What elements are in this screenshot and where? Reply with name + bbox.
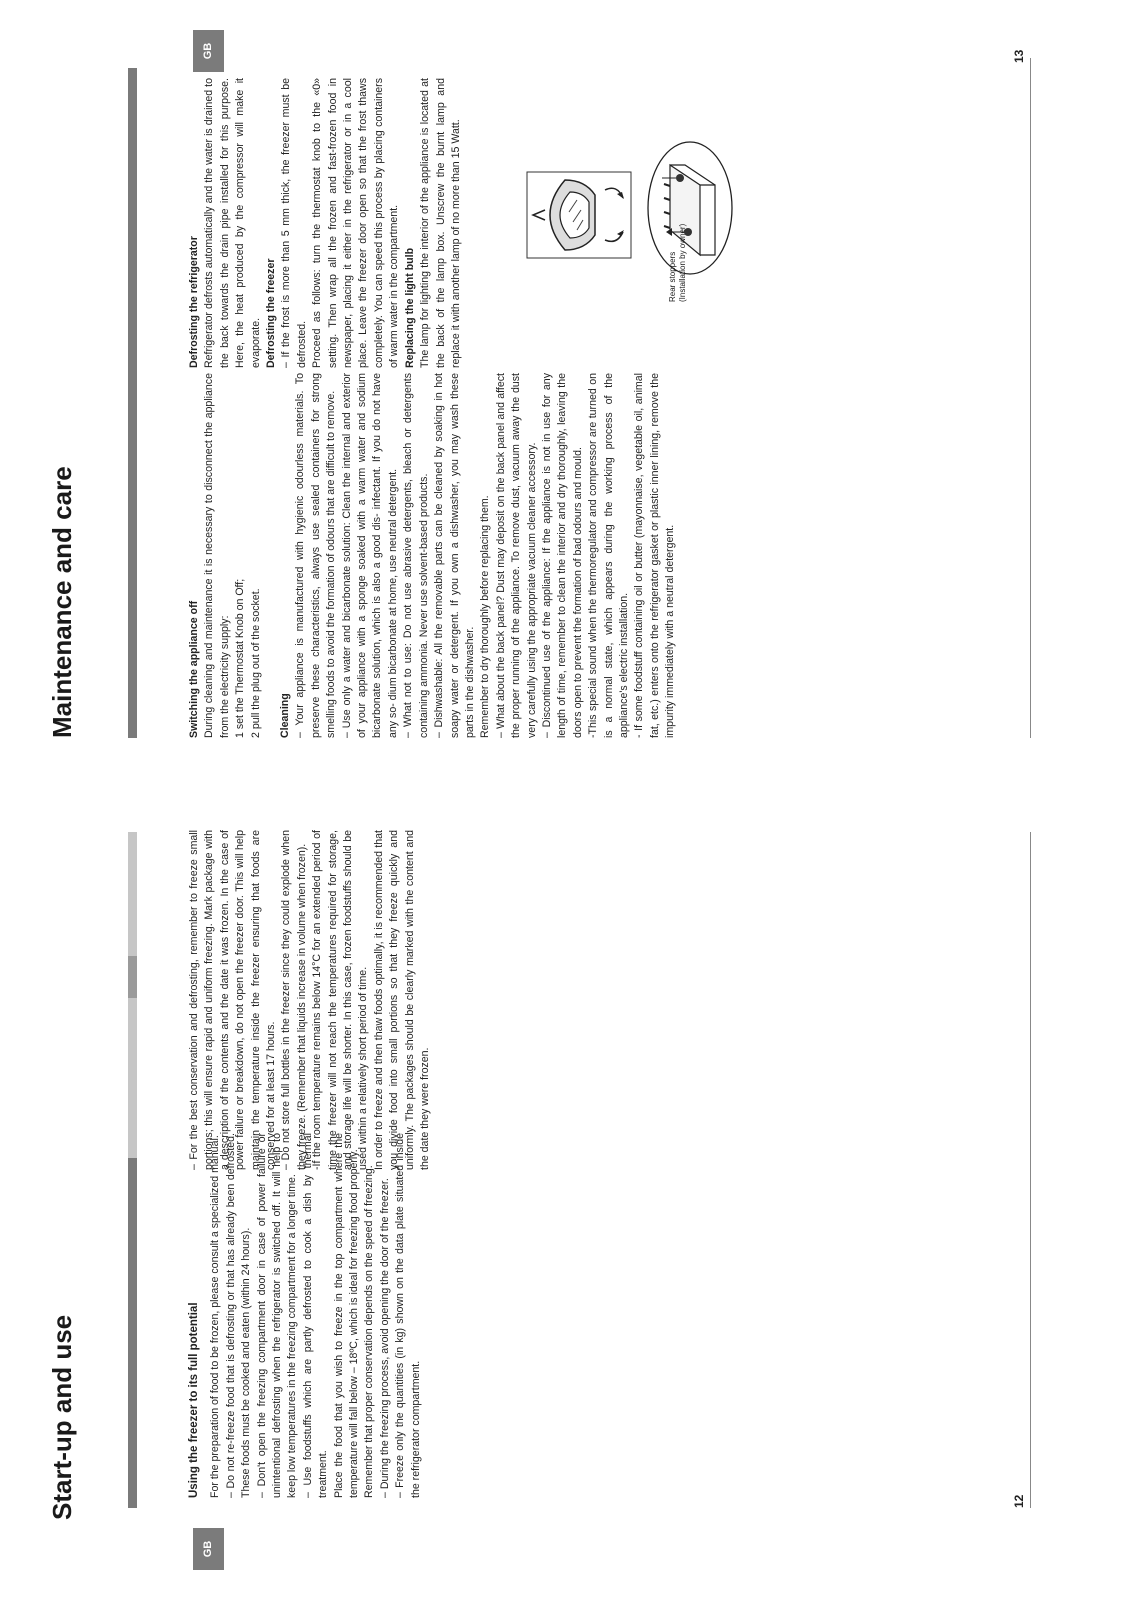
section-heading: Cleaning: [279, 693, 292, 738]
section-heading: Defrosting the freezer: [265, 258, 278, 368]
lang-tab-right: GB: [193, 30, 224, 72]
right-column-2: [187, 78, 464, 368]
paragraph: – Dishwashable: All the removable parts can be cleaned by soaking in hot soapy water or detergent. If you own a dishwasher, you may wash these parts in the dishwasher.: [433, 373, 476, 738]
paragraph: – Do not re-freeze food that is defrosting or that has already been defrosted. These foods must be cooked and eaten (within 24 hours).: [224, 1133, 253, 1498]
paragraph: Proceed as follows: turn the thermostat knob to the «0» setting. Then wrap all the frozen and fast-frozen food in newspaper, placing it either in the refrigerator or in a cool place. Leave the freezer door open so that the frost thaws completely. You can speed this process by placing containers of warm water in the compartment.: [311, 78, 401, 368]
figure-caption: [668, 212, 688, 302]
paragraph: – Use only a water and bicarbonate solution: Clean the internal and exterior of your appliance with a sponge soaked with a warm water and sodium bicarbonate solution, which is also a good dis- infectant. If you do not have any so- dium bicarbonate at home, use neutral detergent.: [340, 373, 399, 738]
left-column-1: [187, 1133, 424, 1498]
paragraph: The lamp for lighting the interior of the appliance is located at the back of the lamp box. Unscrew the burnt lamp and replace it with another lamp of no more than 15 Watt.: [419, 78, 462, 368]
paragraph: – Discontinued use of the appliance: If the appliance is not in use for any length of time, remember to clean the interior and dry thoroughly, leaving the doors open to prevent the formation of bad odours and mould.: [540, 373, 584, 738]
page-title-left: Start-up and use: [47, 1314, 77, 1520]
paragraph: 2 pull the plug out of the socket.: [249, 588, 262, 738]
paragraph: – If the frost is more than 5 mm thick, the freezer must be defrosted.: [280, 78, 308, 368]
paragraph: – During the freezing process, avoid opening the door of the freezer.: [378, 1178, 391, 1498]
paragraph: – Freeze only the quantities (in kg) shown on the data plate situated inside the refrigerator compartment.: [394, 1133, 422, 1498]
paragraph: – Your appliance is manufactured with hygienic odourless materials. To preserve these characteristics, always use sealed containers for strong smelling foods to avoid the formation of odours that are difficult to remove.: [294, 373, 338, 738]
page-number-right: 13: [1012, 49, 1026, 63]
page-number-left: 12: [1012, 1494, 1026, 1508]
paragraph: – Don't open the freezing compartment door in case of power failure or unintentional defrosting when the refrigerator is switched off. It will help to keep low temperatures in the freezing compartment for a longer time.: [255, 1133, 299, 1498]
lamp-cover-removal-illustration: [525, 170, 633, 260]
paragraph: – For the best conservation and defrosting, remember to freeze small portions; this will ensure rapid and uniform freezing. Mark package with a description of the contents and the date it was frozen. In the case of power failure or breakdown, do not open the freezer door. This will help maintain the temperature inside the freezer ensuring that foods are conserved for at least 17 hours.: [188, 830, 278, 1170]
paragraph: -If the room temperature remains below 14°C for an extended period of time the freezer will not reach the temperatures required for storage, and storage life will be shorter. In this case, frozen foodstuffs should be used within a relatively short period of time.: [311, 830, 370, 1170]
right-column-1: [187, 373, 679, 738]
paragraph: – What not to use: Do not use abrasive detergents, bleach or detergents containing ammonia. Never use solvent-based products.: [402, 373, 430, 738]
caption-line: (Installation by owner): [678, 223, 687, 302]
page-title-right: Maintenance and care: [47, 466, 77, 738]
paragraph: During cleaning and maintenance it is necessary to disconnect the appliance from the electricity supply:: [203, 373, 231, 738]
paragraph: - If some foodstuff containing oil or butter (mayonnaise, vegetable oil, animal fat, etc.) enters onto the refrigerator gasket or plastic inner lining, remove the impurity immediately with a neutral detergent.: [633, 373, 677, 738]
paragraph: 1 set the Thermostat Knob on Off;: [234, 578, 247, 738]
section-heading: Replacing the light bulb: [403, 247, 416, 368]
paragraph: Refrigerator defrosts automatically and the water is drained to the back towards the drain pipe installed for this purpose. Here, the heat produced by the compressor will make it evaporate.: [203, 78, 262, 368]
paragraph: – What about the back panel? Dust may deposit on the back panel and affect the proper running of the appliance. To remove dust, vacuum away the dust very carefully using the appropriate vacuum cleaner accessory.: [494, 373, 538, 738]
paragraph: – Use foodstuffs which are partly defrosted to cook a dish by thermal treatment.: [301, 1133, 330, 1498]
section-heading: Defrosting the refrigerator: [188, 236, 200, 368]
section-heading: Switching the appliance off: [188, 600, 200, 738]
left-column-2: [187, 830, 434, 1170]
footer-rule-left: [1030, 832, 1031, 1508]
paragraph: – Do not store full bottles in the freezer since they could explode when they freeze. (Remember that liquids increase in volume when frozen).: [280, 830, 308, 1170]
paragraph: In order to freeze and then thaw foods optimally, it is recommended that you divide food into small portions so that they freeze quickly and uniformly. The packages should be clearly marked with the content and the date they were frozen.: [372, 830, 432, 1170]
paragraph: For the preparation of food to be frozen, please consult a specialized manual.: [209, 1135, 222, 1498]
footer-rule-right: [1030, 58, 1031, 738]
paragraph: -This special sound when the thermoregulator and compressor are turned on is a normal state, which appears during the working process of the appliance's electric installation.: [587, 373, 630, 738]
section-heading: Using the freezer to its full potential: [188, 1302, 200, 1498]
paragraph: Remember that proper conservation depends on the speed of freezing.: [363, 1165, 376, 1498]
lang-tab-left: GB: [193, 1528, 224, 1570]
header-bar-right: [128, 68, 137, 738]
paragraph: Place the food that you wish to freeze in the top compartment where the temperature will fall below – 18ºC, which is ideal for freezing food properly.: [332, 1133, 361, 1498]
paragraph: Remember to dry thoroughly before replacing them.: [479, 495, 492, 738]
caption-line: Rear stoppers: [668, 251, 677, 302]
